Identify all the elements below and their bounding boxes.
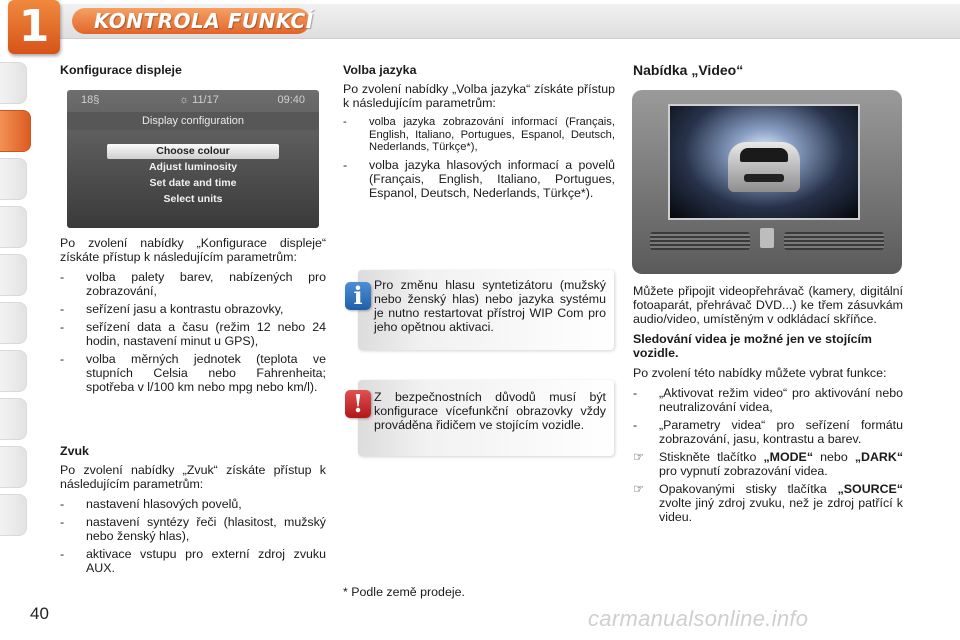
list-item: - seřízení data a času (režim 12 nebo 24 hodin, nastavení minut u GPS), bbox=[60, 320, 326, 348]
footnote: * Podle země prodeje. bbox=[343, 585, 465, 599]
video-list bbox=[633, 386, 903, 524]
video-screen bbox=[668, 104, 860, 220]
side-tab[interactable] bbox=[0, 350, 27, 392]
info-box bbox=[353, 270, 614, 350]
display-config-heading-wrap bbox=[60, 63, 326, 82]
screen-menu-item-set-date-time[interactable]: Set date and time bbox=[149, 177, 237, 189]
video-text bbox=[633, 284, 903, 528]
side-tab[interactable] bbox=[0, 398, 27, 440]
side-tab[interactable] bbox=[0, 254, 27, 296]
side-tab-active[interactable] bbox=[0, 110, 31, 152]
screen-menu-item-choose-colour[interactable]: Choose colour bbox=[107, 144, 279, 159]
list-item: ☞ Opakovanými stisky tlačítka „SOURCE“ zvolte jiný zdroj zvuku, než je zdroj patřící k videu. bbox=[633, 482, 903, 524]
screen-status-left: 18§ bbox=[81, 94, 100, 106]
list-item: - nastavení hlasových povelů, bbox=[60, 497, 242, 511]
sound-intro: Po zvolení nabídky „Zvuk“ získáte přístup k následujícím parametrům: bbox=[60, 463, 326, 491]
list-item: ☞ Stiskněte tlačítko „MODE“ nebo „DARK“ pro vypnutí zobrazování videa. bbox=[633, 450, 904, 478]
display-config-heading: Konfigurace displeje bbox=[60, 63, 182, 77]
left-air-vent bbox=[650, 232, 750, 250]
language-intro: Po zvolení nabídky „Volba jazyka“ získáte přístup k následujícím parametrům: bbox=[343, 82, 615, 110]
display-config-text bbox=[60, 236, 326, 398]
side-tab[interactable] bbox=[0, 494, 27, 536]
hand-pointer-icon: ☞ bbox=[633, 482, 645, 496]
language-section bbox=[343, 63, 615, 204]
chapter-side-tabs bbox=[0, 62, 32, 542]
screen-status-mid: ☼ 11/17 bbox=[179, 94, 219, 106]
list-item: - aktivace vstupu pro externí zdroj zvuku AUX. bbox=[60, 547, 326, 575]
list-item: - volba palety barev, nabízených pro zobrazování, bbox=[60, 270, 326, 298]
list-item: - volba jazyka zobrazování informací (Français, English, Italiano, Portugues, Espanol, Deutsch, Nederlands, Türkçe*), bbox=[343, 116, 615, 153]
hazard-button bbox=[760, 228, 774, 248]
list-item: - volba měrných jednotek (teplota ve stupních Celsia nebo Fahrenheita; spotřeba v l/100 km nebo mpg nebo km/l). bbox=[60, 352, 326, 394]
side-tab[interactable] bbox=[0, 206, 27, 248]
watermark: carmanualsonline.info bbox=[588, 606, 809, 631]
warning-box-text: Z bezpečnostních důvodů musí být konfigurace vícefunkční obrazovky vždy prováděna řidičem ve stojícím vozidle. bbox=[374, 390, 606, 432]
video-intro2: Po zvolení této nabídky můžete vybrat funkce: bbox=[633, 366, 887, 380]
hand-pointer-icon: ☞ bbox=[633, 450, 645, 464]
video-bold-note: Sledování videa je možné jen ve stojícím vozidle. bbox=[633, 332, 872, 360]
list-item: - volba jazyka hlasových informací a povelů (Français, English, Italiano, Portugues, Espanol, Deutsch, Nederlands, Türkçe*). bbox=[343, 157, 615, 200]
info-icon: i bbox=[345, 282, 371, 310]
side-tab[interactable] bbox=[0, 62, 27, 104]
display-config-list bbox=[60, 270, 326, 394]
screen-status-bar bbox=[67, 90, 319, 110]
language-heading: Volba jazyka bbox=[343, 63, 417, 77]
video-heading-wrap bbox=[633, 63, 903, 85]
screen-menu-title: Display configuration bbox=[67, 112, 319, 130]
side-tab[interactable] bbox=[0, 158, 27, 200]
page-number: 40 bbox=[30, 604, 49, 623]
chapter-number: 1 bbox=[18, 1, 50, 52]
right-air-vent bbox=[784, 232, 884, 250]
mode-button-label: „MODE“ bbox=[763, 450, 814, 464]
dark-button-label: „DARK“ bbox=[854, 450, 904, 464]
video-intro: Můžete připojit videopřehrávač (kamery, digitální fotoaparát, přehrávač DVD...) ke třem zásuvkám audio/video, umístěným v odkládací skříňce. bbox=[633, 284, 903, 326]
page-title: KONTROLA FUNKCÍ bbox=[94, 9, 314, 33]
language-list-voice bbox=[343, 158, 615, 200]
car-windscreen bbox=[740, 148, 788, 162]
chapter-badge bbox=[8, 0, 60, 54]
page-header bbox=[0, 0, 960, 52]
side-tab[interactable] bbox=[0, 302, 27, 344]
warning-box bbox=[352, 380, 614, 456]
display-config-screen bbox=[67, 90, 319, 228]
list-item: - seřízení jasu a kontrastu obrazovky, bbox=[60, 302, 284, 316]
video-heading: Nabídka „Video“ bbox=[633, 62, 744, 78]
video-screen-photo bbox=[632, 90, 902, 274]
sound-heading: Zvuk bbox=[60, 444, 89, 458]
sound-list bbox=[60, 497, 326, 575]
list-item: - „Aktivovat režim video“ pro aktivování nebo neutralizování videa, bbox=[633, 386, 903, 414]
screen-menu-item-adjust-luminosity[interactable]: Adjust luminosity bbox=[148, 161, 238, 173]
screen-menu-item-select-units[interactable]: Select units bbox=[163, 193, 223, 205]
list-item: - nastavení syntézy řeči (hlasitost, mužský nebo ženský hlas), bbox=[60, 515, 326, 543]
list-item: - „Parametry videa“ pro seřízení formátu zobrazování, jasu, kontrastu a barev. bbox=[633, 418, 903, 446]
warning-icon: ! bbox=[345, 390, 371, 418]
source-button-label: „SOURCE“ bbox=[837, 482, 903, 496]
car-grill bbox=[744, 174, 784, 182]
language-list-display bbox=[343, 116, 615, 154]
display-config-intro: Po zvolení nabídky „Konfigurace displeje“ získáte přístup k následujícím parametrům: bbox=[60, 236, 326, 264]
screen-status-clock: 09:40 bbox=[277, 94, 305, 106]
car-image bbox=[728, 142, 800, 192]
side-tab[interactable] bbox=[0, 446, 27, 488]
sound-section bbox=[60, 444, 326, 579]
info-box-text: Pro změnu hlasu syntetizátoru (mužský nebo ženský hlas) nebo jazyka systému je nutno restartovat přístroj WIP Com pro jeho opětnou aktivaci. bbox=[374, 278, 606, 334]
